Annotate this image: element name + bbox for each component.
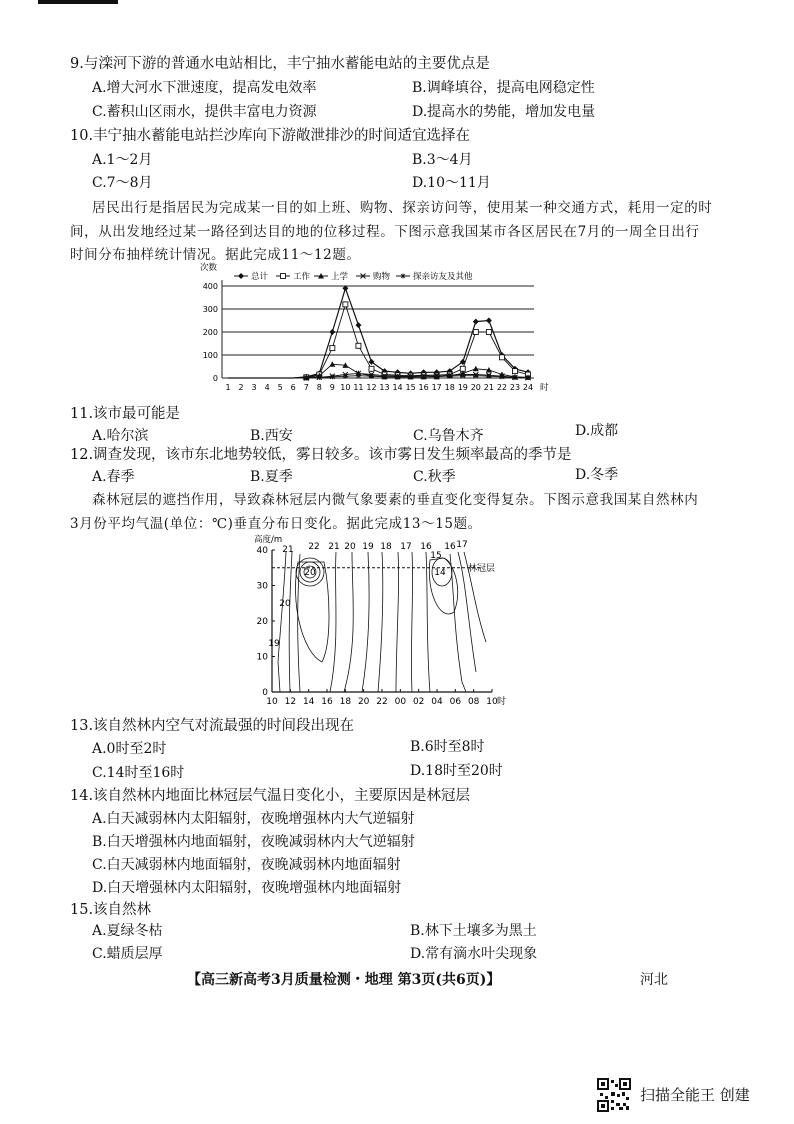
isotherm-label: 20 [304, 568, 316, 578]
q11-stem: 11.该市最可能是 [70, 406, 181, 422]
x-tick-label: 22 [496, 383, 508, 392]
q9-option-a: A.增大河水下泄速度，提高发电效率 [92, 80, 317, 96]
q12-option-c: C.秋季 [413, 469, 456, 485]
isotherm-label: 16 [420, 542, 432, 552]
x-tick-label: 23 [509, 383, 521, 392]
x-tick-label: 14 [392, 383, 403, 392]
y-tick-label: 0 [212, 374, 218, 383]
q9-option-b: B.调峰填谷，提高电网稳定性 [412, 80, 595, 96]
isotherm-label: 22 [308, 542, 320, 552]
data-point [304, 376, 309, 381]
isotherm-label: 17 [456, 540, 468, 550]
x-tick-label: 9 [329, 383, 335, 392]
x-tick-label: 18 [339, 697, 352, 707]
data-point [473, 373, 478, 378]
isotherm-label: 19 [268, 639, 280, 649]
isotherm-line [450, 554, 466, 692]
data-point [343, 374, 348, 379]
q10-option-b: B.3～4月 [412, 152, 473, 168]
x-tick-label: 08 [467, 697, 480, 707]
temperature-contour-chart [240, 532, 530, 710]
series-5 [228, 373, 531, 380]
q12-option-a: A.春季 [92, 469, 135, 485]
x-tick-label: 02 [412, 697, 425, 707]
x-axis-unit: 时 [497, 697, 507, 707]
x-tick-label: 22 [376, 697, 388, 707]
data-point [395, 374, 400, 379]
x-tick-label: 20 [470, 383, 481, 392]
footer-region: 河北 [640, 972, 668, 988]
q13-stem: 13.该自然林内空气对流最强的时间段出现在 [70, 718, 355, 734]
q14-option-c: C.白天减弱林内地面辐射，夜晚减弱林内地面辐射 [92, 857, 401, 873]
x-tick-label: 4 [264, 383, 270, 392]
scanner-watermark: 扫描全能王 创建 [640, 1086, 750, 1104]
x-axis-unit: 时 [540, 383, 549, 393]
top-edge-bar [38, 0, 118, 4]
q15-stem: 15.该自然林 [70, 902, 152, 918]
data-point [473, 330, 478, 335]
q13-option-d: D.18时至20时 [410, 763, 503, 779]
q15-option-b: B.林下土壤多为黑土 [410, 923, 537, 939]
q13-option-b: B.6时至8时 [410, 739, 485, 755]
y-tick-label: 30 [256, 581, 268, 592]
q14-stem: 14.该自然林内地面比林冠层气温日变化小，主要原因是林冠层 [70, 788, 471, 804]
q10-option-a: A.1～2月 [92, 152, 153, 168]
page-footer: 【高三新高考3月质量检测・地理 第3页(共6页)】 [187, 972, 501, 988]
y-tick-label: 20 [256, 617, 268, 627]
q15-option-c: C.蜡质层厚 [92, 946, 163, 962]
q9-option-d: D.提高水的势能，增加发电量 [412, 104, 596, 120]
x-tick-label: 2 [238, 383, 244, 392]
data-point [356, 343, 361, 348]
data-point [356, 373, 361, 378]
x-tick-label: 10 [340, 383, 351, 392]
isotherm-label: 20 [344, 542, 356, 552]
passage2-line2: 3月份平均气温(单位：℃)垂直分布日变化。据此完成13～15题。 [70, 516, 482, 532]
isotherm-label: 20 [279, 599, 291, 609]
data-point [329, 329, 335, 335]
data-point [512, 369, 517, 374]
travel-chart-svg [196, 260, 556, 396]
isotherm-label: 21 [282, 545, 294, 555]
x-tick-label: 19 [457, 383, 468, 392]
x-tick-label: 6 [290, 383, 296, 392]
q9-stem: 9.与滦河下游的普通水电站相比，丰宁抽水蓄能电站的主要优点是 [70, 56, 490, 72]
data-point [486, 374, 491, 379]
series-line [228, 288, 528, 378]
legend-label: 上学 [331, 272, 349, 282]
q13-option-c: C.14时至16时 [92, 765, 185, 781]
legend-label: 购物 [373, 272, 391, 282]
data-point [382, 374, 387, 379]
x-tick-label: 5 [277, 383, 283, 392]
y-axis-label: 次数 [200, 263, 218, 273]
q9-option-c: C.蓄积山区雨水，提供丰富电力资源 [92, 104, 317, 120]
q12-option-d: D.冬季 [575, 467, 619, 483]
isotherm-line [344, 552, 353, 692]
data-point [330, 374, 335, 379]
data-point [369, 374, 374, 379]
x-tick-label: 10 [266, 697, 278, 707]
q14-option-b: B.白天增强林内地面辐射，夜晚减弱林内大气逆辐射 [92, 834, 415, 850]
data-point [447, 374, 452, 379]
data-point [499, 355, 504, 360]
passage1-line1: 居民出行是指居民为完成某一目的如上班、购物、探亲访问等，使用某一种交通方式，耗用一定的时 [92, 200, 713, 216]
q11-option-b: B.西安 [250, 428, 293, 444]
series-1 [228, 285, 531, 380]
passage2-line1: 森林冠层的遮挡作用，导致森林冠层内微气象要素的垂直变化变得复杂。下图示意我国某自然林内 [92, 492, 699, 508]
data-point [317, 375, 322, 380]
data-point [355, 322, 361, 328]
isotherm-line [411, 552, 412, 692]
x-tick-label: 16 [418, 383, 429, 392]
data-point [473, 319, 479, 325]
legend-label: 总计 [251, 272, 269, 282]
x-tick-label: 06 [449, 697, 462, 707]
q12-stem: 12.调查发现，该市东北地势较低，雾日较多。该市雾日发生频率最高的季节是 [70, 447, 572, 463]
x-tick-label: 17 [431, 383, 442, 392]
qr-code-icon [597, 1078, 631, 1112]
isotherm-line [330, 552, 336, 692]
x-tick-label: 3 [251, 383, 257, 392]
q10-stem: 10.丰宁抽水蓄能电站拦沙库向下游敞泄排沙的时间适宜选择在 [70, 128, 471, 144]
q13-option-a: A.0时至2时 [92, 741, 167, 757]
y-tick-label: 200 [202, 328, 218, 337]
series-2 [228, 302, 531, 380]
isotherm-line [362, 552, 369, 692]
x-tick-label: 15 [405, 383, 416, 392]
q11-option-a: A.哈尔滨 [92, 428, 149, 444]
x-tick-label: 14 [302, 697, 315, 707]
q14-option-a: A.白天减弱林内太阳辐射，夜晚增强林内大气逆辐射 [92, 811, 415, 827]
x-tick-label: 1 [225, 383, 231, 392]
legend-marker [281, 274, 286, 279]
legend-marker [401, 274, 406, 279]
x-tick-label: 11 [353, 383, 364, 392]
x-tick-label: 00 [394, 697, 407, 707]
data-point [421, 374, 426, 379]
q11-option-c: C.乌鲁木齐 [413, 428, 484, 444]
y-axis-label: 高度/m [254, 535, 283, 545]
data-point [486, 318, 492, 324]
x-tick-label: 20 [357, 697, 370, 707]
q10-option-d: D.10～11月 [412, 175, 491, 191]
isotherm-line [278, 552, 286, 692]
isotherm-label: 17 [400, 542, 412, 552]
legend-label: 工作 [293, 272, 311, 282]
q12-option-b: B.夏季 [250, 469, 293, 485]
y-tick-label: 10 [256, 652, 268, 663]
q15-option-d: D.常有滴水叶尖现象 [410, 946, 538, 962]
chart-legend [234, 271, 473, 282]
travel-line-chart [196, 260, 556, 396]
data-point [460, 373, 465, 378]
q15-option-a: A.夏绿冬枯 [92, 923, 163, 939]
x-tick-label: 12 [284, 697, 297, 707]
x-tick-label: 04 [431, 697, 443, 707]
x-tick-label: 13 [379, 383, 390, 392]
x-tick-label: 7 [303, 383, 309, 392]
q10-option-c: C.7～8月 [92, 175, 153, 191]
y-tick-label: 300 [202, 305, 218, 314]
isotherm-label: 16 [444, 542, 456, 552]
series-3 [228, 361, 531, 380]
x-tick-label: 16 [321, 697, 333, 707]
isotherm-label: 19 [362, 542, 374, 552]
isotherm-label: 21 [328, 542, 340, 552]
q14-option-d: D.白天增强林内太阳辐射，夜晚增强林内地面辐射 [92, 880, 402, 896]
y-tick-label: 40 [256, 546, 268, 556]
data-point [486, 330, 491, 335]
legend-label: 探亲访友及其他 [413, 272, 473, 282]
data-point [526, 375, 531, 380]
isotherm-label: 14 [434, 568, 446, 578]
passage1-line3: 时间分布抽样统计情况。据此完成11～12题。 [70, 247, 361, 263]
x-tick-label: 12 [366, 383, 377, 392]
contour-chart-svg [240, 532, 530, 710]
x-tick-label: 24 [522, 383, 534, 392]
data-point [512, 375, 517, 380]
isotherm-label: 15 [430, 551, 442, 561]
x-tick-label: 8 [316, 383, 322, 392]
isotherm-line [289, 552, 292, 692]
x-tick-label: 18 [444, 383, 455, 392]
passage1-line2: 间，从出发地经过某一路径到达目的地的位移过程。下图示意我国某市各区居民在7月的一周全日出行 [70, 224, 700, 240]
data-point [330, 346, 335, 351]
legend-marker [238, 273, 244, 279]
x-tick-label: 21 [483, 383, 494, 392]
isotherm-label: 18 [380, 542, 392, 552]
data-point [369, 366, 374, 371]
data-point [343, 302, 348, 307]
data-point [408, 374, 413, 379]
y-tick-label: 400 [202, 282, 218, 291]
q11-option-d: D.成都 [575, 423, 619, 439]
data-point [499, 374, 504, 379]
canopy-label: 林冠层 [468, 563, 496, 574]
isotherm-line [378, 552, 383, 692]
y-tick-label: 0 [262, 688, 268, 698]
isotherm-line [396, 552, 399, 692]
data-point [434, 374, 439, 379]
y-tick-label: 100 [202, 351, 218, 360]
x-tick-label: 10 [486, 697, 498, 707]
